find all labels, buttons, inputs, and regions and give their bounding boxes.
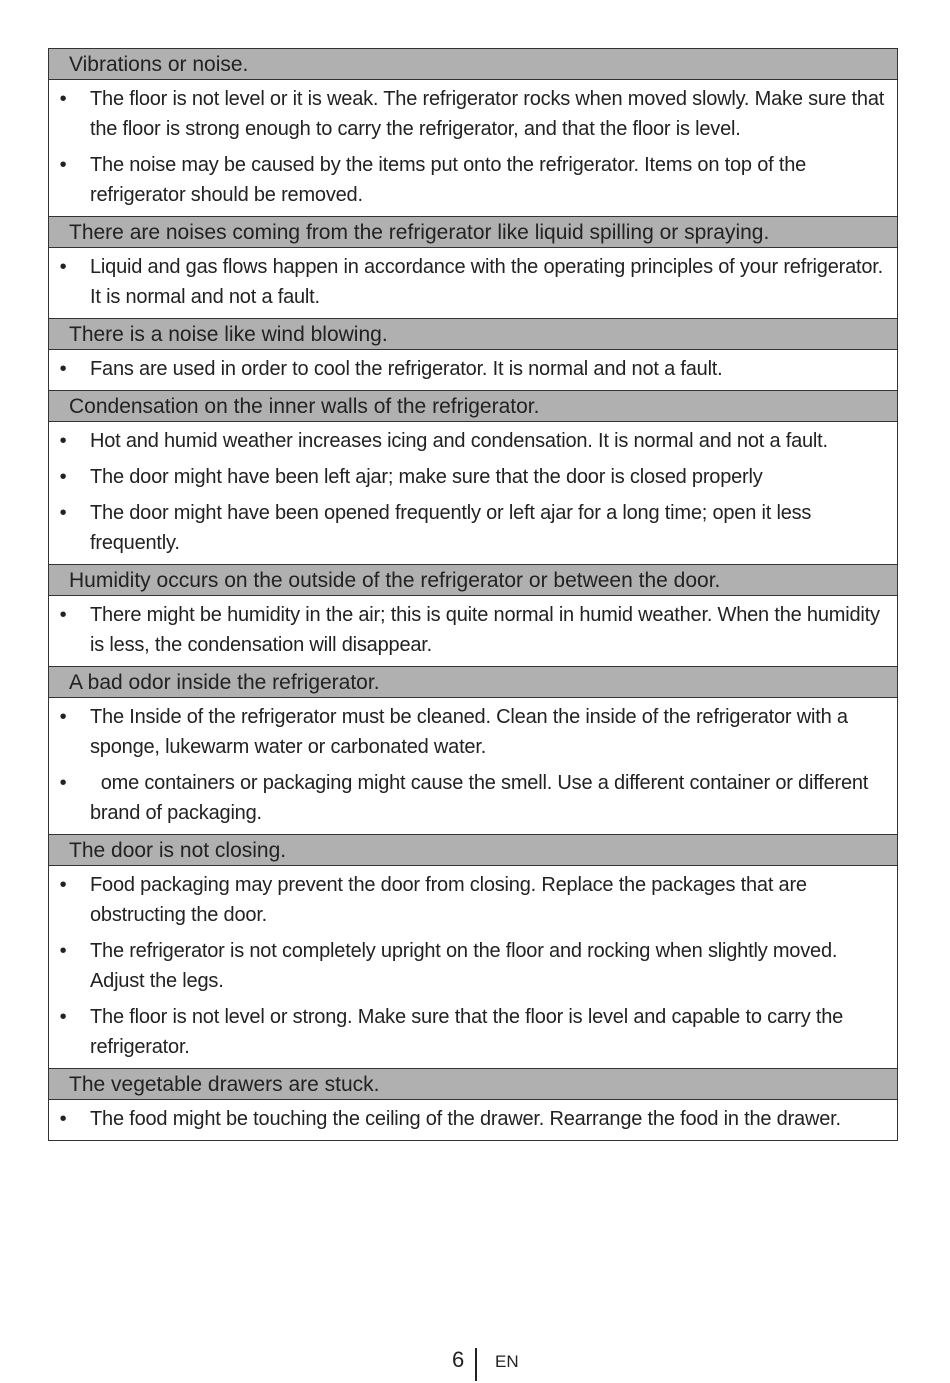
item-text: The door might have been left ajar; make sure that the door is closed properly — [90, 466, 763, 488]
item-text: Fans are used in order to cool the refrigerator. It is normal and not a fault. — [90, 358, 723, 380]
footer-divider — [475, 1348, 477, 1381]
bullet-icon: • — [59, 772, 67, 794]
item-text: Hot and humid weather increases icing and condensation. It is normal and not a fault. — [90, 430, 828, 452]
section-header: Condensation on the inner walls of the refrigerator. — [49, 391, 897, 422]
item-text: Food packaging may prevent the door from closing. Replace the packages that are obstructing the door. — [90, 874, 813, 926]
item-text: The door might have been opened frequently or left ajar for a long time; open it less frequently. — [90, 502, 817, 554]
list-item — [49, 768, 891, 828]
list-item — [49, 426, 891, 456]
bullet-icon: • — [59, 706, 67, 728]
list-item — [49, 252, 891, 312]
bullet-icon: • — [59, 154, 67, 176]
item-text: The food might be touching the ceiling of the drawer. Rearrange the food in the drawer. — [90, 1108, 841, 1130]
item-text: The refrigerator is not completely upright on the floor and rocking when slightly moved. Adjust the legs. — [90, 940, 842, 992]
language-code: EN — [495, 1352, 519, 1371]
bullet-icon: • — [59, 88, 67, 110]
section-body — [49, 1100, 897, 1140]
section-body — [49, 866, 897, 1069]
item-text: Liquid and gas flows happen in accordance with the operating principles of your refrigerator. It is normal and not a fault. — [90, 256, 889, 308]
troubleshooting-table — [48, 48, 898, 1141]
section-body — [49, 596, 897, 667]
section-header: There is a noise like wind blowing. — [49, 319, 897, 350]
section-header: Vibrations or noise. — [49, 49, 897, 80]
section-header: The vegetable drawers are stuck. — [49, 1069, 897, 1100]
section-header: A bad odor inside the refrigerator. — [49, 667, 897, 698]
bullet-icon: • — [59, 1006, 67, 1028]
item-text: The floor is not level or strong. Make sure that the floor is level and capable to carry the refrigerator. — [90, 1006, 849, 1058]
bullet-icon: • — [59, 940, 67, 962]
bullet-icon: • — [59, 430, 67, 452]
page-number: 6 — [452, 1347, 465, 1372]
item-text: ome containers or packaging might cause the smell. Use a different container or different brand of packaging. — [90, 772, 874, 824]
section-header: The door is not closing. — [49, 835, 897, 866]
item-text: The Inside of the refrigerator must be cleaned. Clean the inside of the refrigerator with a sponge, lukewarm water or carbonated water. — [90, 706, 854, 758]
bullet-icon: • — [59, 256, 67, 278]
list-item — [49, 1104, 891, 1134]
section-header: Humidity occurs on the outside of the refrigerator or between the door. — [49, 565, 897, 596]
bullet-icon: • — [59, 466, 67, 488]
list-item — [49, 936, 891, 996]
section-body — [49, 422, 897, 565]
list-item — [49, 150, 891, 210]
bullet-icon: • — [59, 358, 67, 380]
item-text: There might be humidity in the air; this is quite normal in humid weather. When the humidity is less, the condensation will disappear. — [90, 604, 886, 656]
section-body — [49, 80, 897, 217]
list-item — [49, 462, 891, 492]
list-item — [49, 870, 891, 930]
section-body — [49, 248, 897, 319]
item-text: The floor is not level or it is weak. The refrigerator rocks when moved slowly. Make sure that the floor is strong enough to carry the refrigerator, and that the floor is level. — [90, 88, 890, 140]
bullet-icon: • — [59, 1108, 67, 1130]
bullet-icon: • — [59, 502, 67, 524]
item-text: The noise may be caused by the items put onto the refrigerator. Items on top of the refrigerator should be removed. — [90, 154, 812, 206]
bullet-icon: • — [59, 604, 67, 626]
bullet-icon: • — [59, 874, 67, 896]
list-item — [49, 354, 891, 384]
list-item — [49, 84, 891, 144]
list-item — [49, 702, 891, 762]
list-item — [49, 1002, 891, 1062]
section-body — [49, 698, 897, 835]
list-item — [49, 600, 891, 660]
section-header: There are noises coming from the refrigerator like liquid spilling or spraying. — [49, 217, 897, 248]
section-body — [49, 350, 897, 391]
page-footer — [0, 1345, 950, 1381]
list-item — [49, 498, 891, 558]
